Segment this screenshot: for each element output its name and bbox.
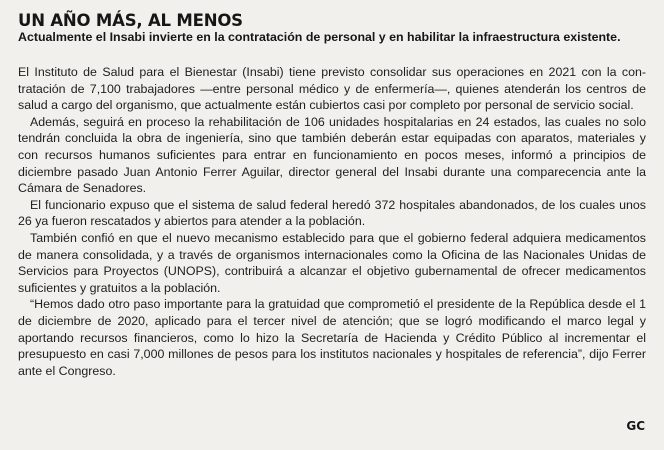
body-paragraph: También confió en que el nuevo mecanismo establecido para que el gobierno federal adquiera medicamentos de manera consolidada, y a través de organismos internacionales como la Oficina de las Nacionales Unidas de Servicios para Proyectos (UNOPS), contribuirá a alcanzar el objetivo gubernamental de ofrecer medicamentos suficientes y gratuitos a la población. <box>18 230 646 295</box>
body-paragraph: “Hemos dado otro paso importante para la gratuidad que comprometió el presidente de la República desde el 1 de diciembre de 2020, aplicado para el tercer nivel de atención; que se logró modificando el marco legal y aportando recursos financieros, como lo hizo la Secretaría de Hacienda y Crédito Público al incrementar el presupuesto en casi 7,000 millones de pesos para los institutos nacionales y hospitales de referencia”, dijo Ferrer ante el Congreso. <box>18 297 646 378</box>
body-paragraph: El funcionario expuso que el sistema de salud federal heredó 372 hospitales abandonados, de los cuales unos 26 ya fueron rescatados y abiertos para atender a la población. <box>18 197 646 229</box>
author-initials: GC <box>626 419 645 433</box>
body-paragraph: El Instituto de Salud para el Bienestar (Insabi) tiene previsto consolidar sus operaciones en 2021 con la contratación de 7,100 trabajadores —entre personal médico y de enfermería—, quienes atenderán los centros de salud a cargo del organismo, que actualmente están cubiertos casi por completo por personal de servicio social. <box>18 65 646 113</box>
body-paragraph: Además, seguirá en proceso la rehabilitación de 106 unidades hospitalarias en 24 estados, las cuales no solo tendrán concluida la obra de ingeniería, sino que también deberán estar equipadas con aparatos, materiales y con recursos humanos suficientes para entrar en funcionamiento en pocos meses, informó a principios de diciembre pasado Juan Antonio Ferrer Aguilar, director general del Insabi durante una comparecencia ante la Cámara de Senadores. <box>18 114 646 196</box>
box-subtitle: Actualmente el Insabi invierte en la contratación de personal y en habilitar la infraestructura existente. <box>18 30 621 44</box>
box-title: UN AÑO MÁS, AL MENOS <box>18 11 243 30</box>
